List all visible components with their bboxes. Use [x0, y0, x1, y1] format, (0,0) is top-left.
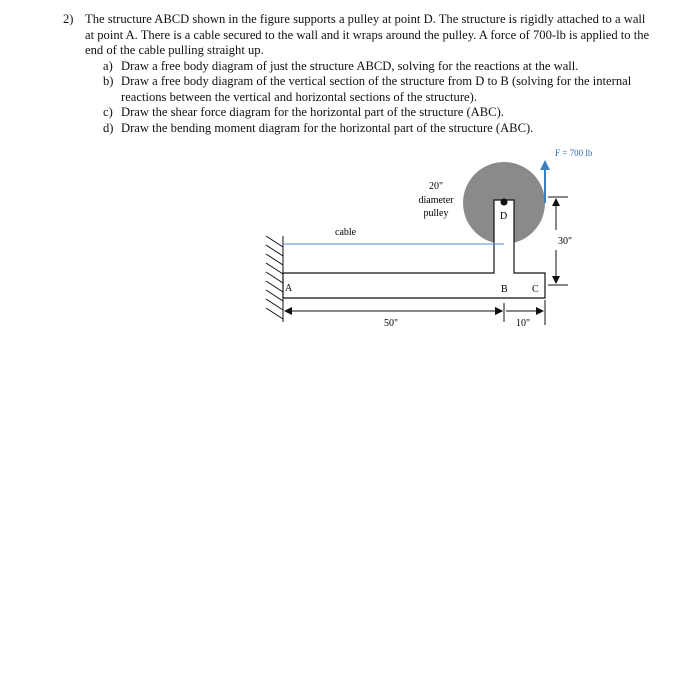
part-letter: d) — [103, 120, 114, 135]
pulley-label-pulley: pulley — [423, 208, 449, 219]
dimension-length — [283, 300, 545, 325]
part-letter: c) — [103, 105, 113, 119]
wall-hatching — [266, 236, 283, 322]
point-c-label: C — [532, 284, 539, 295]
pulley-label-diameter: diameter — [418, 195, 454, 206]
cable-label: cable — [335, 227, 357, 238]
part-text: Draw a free body diagram of the vertical section of the structure from D to B (solving for the internal reactions between the vertical and horizontal sections of the structure). — [121, 74, 632, 104]
dimension-height-label: 30" — [558, 236, 573, 247]
part-letter: b) — [103, 74, 114, 88]
dimension-ab-label: 50" — [384, 318, 399, 329]
part-letter: a) — [103, 58, 113, 73]
part-text: Draw the shear force diagram for the horizontal part of the structure (ABC). — [121, 105, 504, 119]
part-text: Draw the bending moment diagram for the horizontal part of the structure (ABC). — [121, 120, 534, 135]
part-text: Draw a free body diagram of just the structure ABCD, solving for the reactions at the wall. — [121, 58, 579, 73]
problem-intro-text: The structure ABCD shown in the figure supports a pulley at point D. The structure is rigidly attached to a wall at point A. There is a cable secured to the wall and it wraps around the pulley. A force of 700-lb is applied to the end of the cable pulling straight up. — [85, 12, 650, 57]
point-d-label: D — [500, 211, 508, 222]
pulley-pin-d — [501, 199, 508, 206]
problem-number: 2) — [63, 12, 74, 26]
pulley-label-size: 20" — [428, 181, 444, 192]
force-label: F = 700 lb — [555, 148, 593, 158]
point-a-label: A — [285, 283, 293, 294]
dimension-bc-label: 10" — [516, 318, 531, 329]
point-b-label: B — [501, 284, 508, 295]
